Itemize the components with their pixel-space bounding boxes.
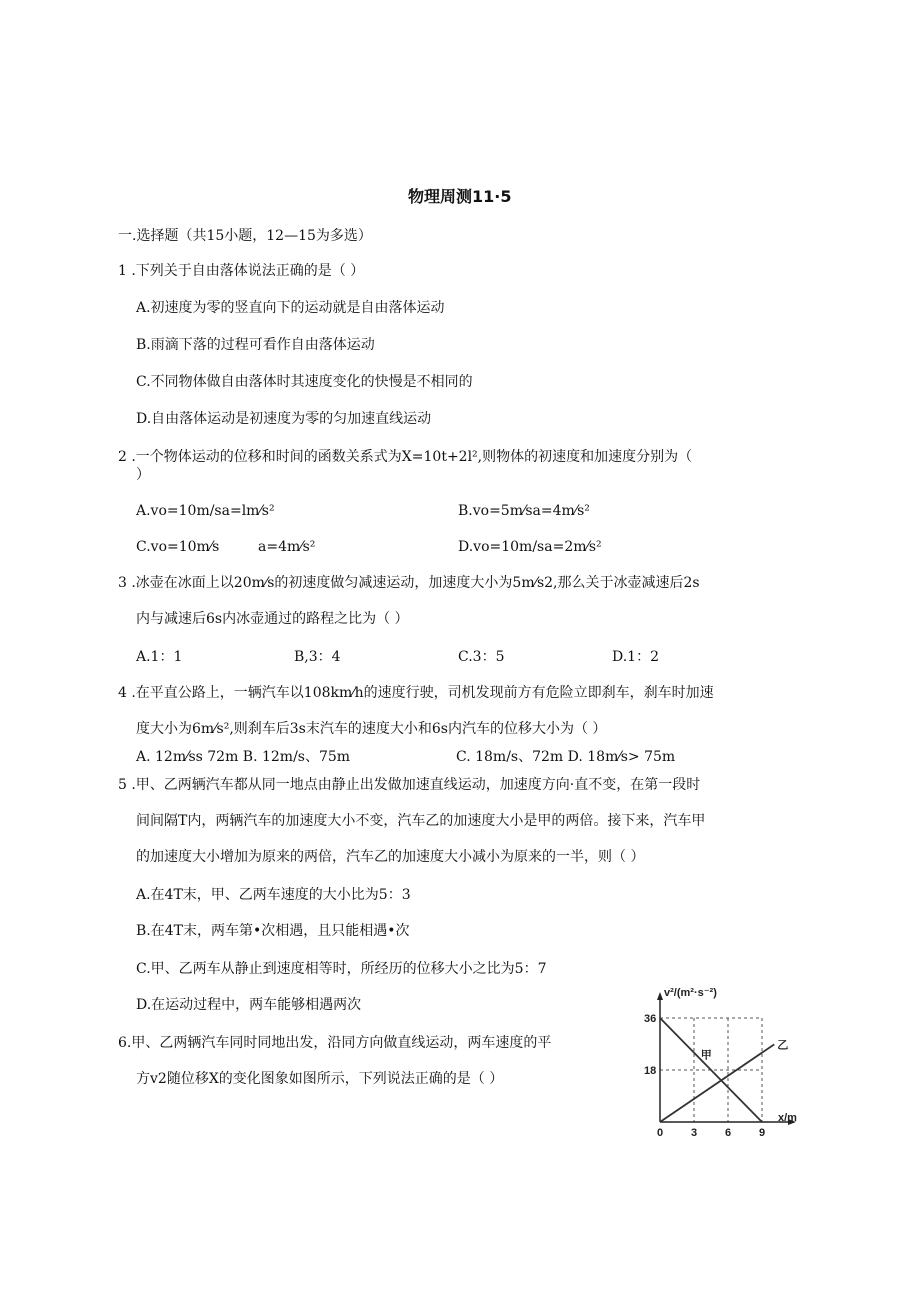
- q1-stem: 1 .下列关于自由落体说法正确的是（ ）: [118, 263, 365, 279]
- q1-option-d: D.自由落体运动是初速度为零的匀加速直线运动: [136, 411, 432, 427]
- q2-option-d: D.vo=10m/sa=2m⁄s²: [458, 539, 602, 555]
- q5-option-c: C.甲、乙两车从静止到速度相等时，所经历的位移大小之比为5：7: [136, 961, 547, 977]
- x-tick-label-3: 3: [691, 1127, 698, 1139]
- q2-stem-line1: 2 .一个物体运动的位移和时间的函数关系式为X=10t+2l²,则物体的初速度和加速度分别为（: [118, 449, 693, 465]
- y-axis-label: v²/(m²·s⁻²): [664, 987, 717, 999]
- q2-option-b: B.vo=5m⁄sa=4m⁄s²: [458, 503, 590, 519]
- q3-option-d: D.1：2: [612, 649, 659, 665]
- q2-option-c-accel: a=4m⁄s²: [258, 539, 316, 555]
- q6-stem-line2: 方v2随位移X的变化图象如图所示，下列说法正确的是（ ）: [136, 1071, 504, 1087]
- x-tick-label-0: 0: [657, 1127, 664, 1139]
- y-axis-arrow: [657, 992, 663, 1000]
- q3-stem-line2: 内与减速后6s内冰壶通过的路程之比为（ ）: [136, 611, 409, 627]
- q5-stem-line3: 的加速度大小增加为原来的两倍，汽车乙的加速度大小减小为原来的一半，则（ ）: [136, 849, 645, 865]
- q3-option-b: B,3：4: [294, 649, 341, 665]
- q1-option-c: C.不同物体做自由落体时其速度变化的快慢是不相同的: [136, 374, 473, 390]
- q6-stem-line1: 6.甲、乙两辆汽车同时同地出发，沿同方向做直线运动，两车速度的平: [118, 1035, 552, 1051]
- section-heading: 一.选择题（共15小题，12—15为多选）: [118, 228, 372, 244]
- y-tick-label-36: 36: [644, 1013, 657, 1025]
- q5-option-a: A.在4T末，甲、乙两车速度的大小比为5：3: [136, 887, 411, 903]
- q4-stem-line2: 度大小为6m⁄s²,则刹车后3s末汽车的速度大小和6s内汽车的位移大小为（ ）: [136, 721, 607, 737]
- q1-option-a: A.初速度为零的竖直向下的运动就是自由落体运动: [136, 300, 445, 316]
- y-tick-label-18: 18: [644, 1065, 657, 1077]
- q2-option-c: C.vo=10m⁄s: [136, 539, 220, 555]
- q1-option-b: B.雨滴下落的过程可看作自由落体运动: [136, 337, 375, 353]
- x-axis-label: x/m: [778, 1112, 797, 1124]
- q4-stem-line1: 4 .在平直公路上，一辆汽车以108km⁄h的速度行驶，司机发现前方有危险立即刹车，刹车时加速: [118, 685, 714, 701]
- q2-option-a: A.vo=10m/sa=lm⁄s²: [136, 503, 275, 519]
- q5-option-b: B.在4T末，两车第•次相遇，且只能相遇•次: [136, 923, 410, 939]
- q5-stem-line2: 间间隔T内，两辆汽车的加速度大小不变，汽车乙的加速度大小是甲的两倍。接下来，汽车甲: [136, 813, 706, 829]
- series-label-yi: 乙: [777, 1039, 789, 1052]
- q3-option-a: A.1：1: [136, 649, 183, 665]
- q2-stem-line2: ）: [136, 467, 150, 483]
- q4-options-cd: C. 18m/s、72m D. 18m⁄s> 75m: [456, 749, 676, 765]
- series-line-yi: [660, 1044, 774, 1122]
- series-label-jia: 甲: [700, 1049, 712, 1062]
- q5-stem-line1: 5 .甲、乙两辆汽车都从同一地点由静止出发做加速直线运动，加速度方向·直不变，在第一段时: [118, 777, 701, 793]
- q4-options-ab: A. 12m⁄ss 72m B. 12m/s、75m: [136, 749, 351, 765]
- x-tick-label-9: 9: [759, 1127, 766, 1139]
- q3-stem-line1: 3 .冰壶在冰面上以20m⁄s的初速度做匀减速运动，加速度大小为5m⁄s2,那么关于冰壶减速后2s: [118, 575, 700, 591]
- page-title: 物理周测11·5: [408, 187, 512, 206]
- q5-option-d: D.在运动过程中，两车能够相遇两次: [136, 997, 362, 1013]
- x-tick-label-6: 6: [725, 1127, 732, 1139]
- v2-x-graph: [630, 982, 810, 1139]
- q3-option-c: C.3：5: [458, 649, 505, 665]
